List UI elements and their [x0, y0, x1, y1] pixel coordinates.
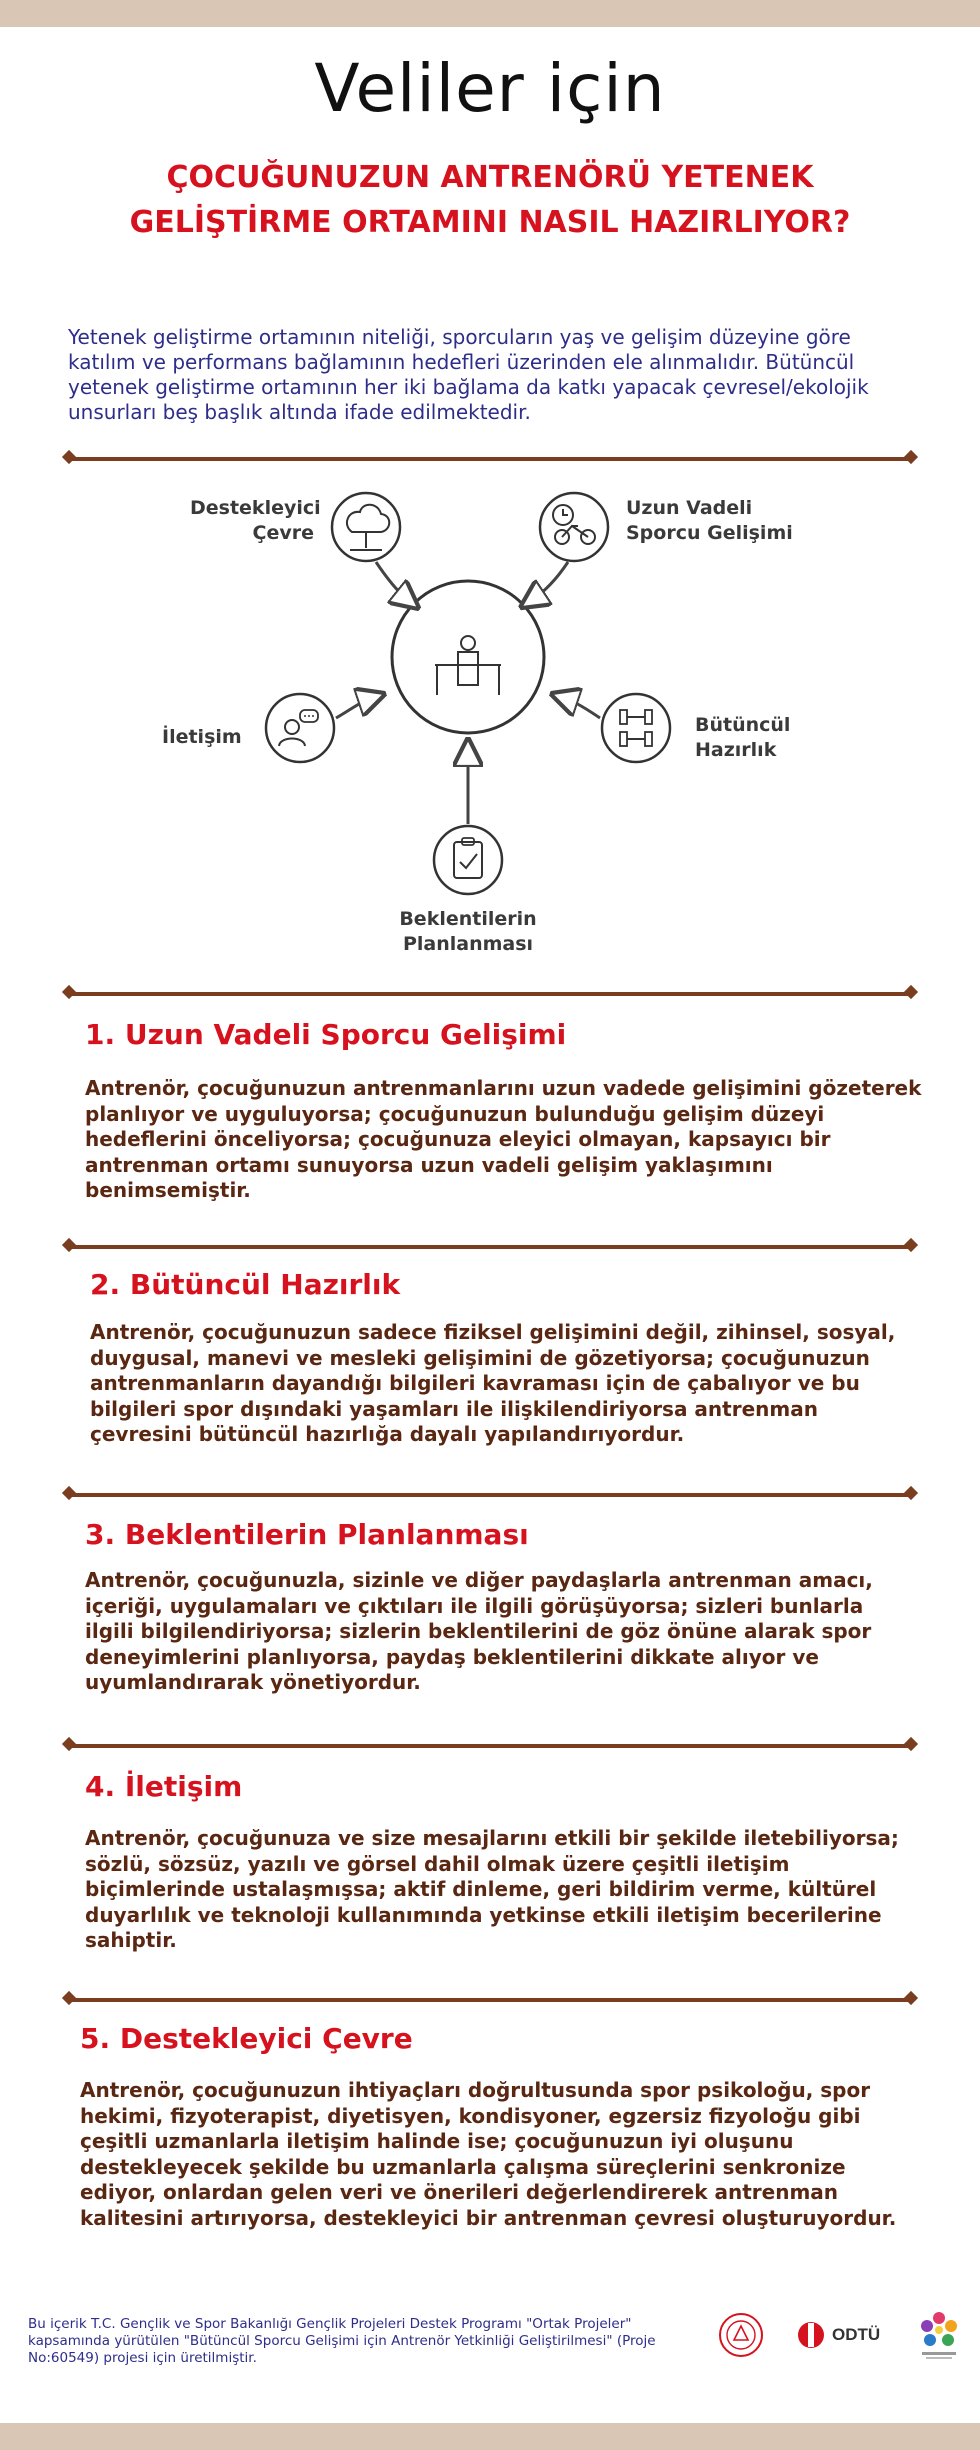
section-body-holistic: Antrenör, çocuğunuzun sadece fiziksel gelişimini değil, zihinsel, sosyal, duygusal, manevi ve mesleki gelişimini de gözetiyorsa; çocuğunuzun antrenmanların dayandığı bilgileri kavraması için de çabalıyor ve bu bilgileri spor dışındaki yaşamları ile ilişkilendiriyorsa antrenman çevresini bütüncül hazırlığa dayalı yapılandırıyordur. [90, 1320, 896, 1446]
label-line: Beklentilerin [399, 908, 537, 930]
section-title-communication: 4. İletişim [85, 1770, 243, 1803]
divider [70, 1245, 910, 1249]
dumbbell-icon [602, 694, 670, 762]
top-band [0, 0, 980, 27]
label-line: Destekleyici [190, 497, 321, 519]
bicycle-clock-icon [540, 493, 608, 561]
divider [70, 1998, 910, 2002]
label-line: Bütüncül [695, 714, 791, 736]
section-title-expectations: 3. Beklentilerin Planlanması [85, 1518, 529, 1551]
footer-credit: Bu içerik T.C. Gençlik ve Spor Bakanlığı Gençlik Projeleri Destek Programı "Ortak Projeler" kapsamında yürütülen "Bütüncül Sporcu Gelişimi için Antrenör Yetkinliği Geliştirilmesi" (Proje No:60549) projesi için üretilmiştir. [28, 2316, 656, 2366]
label-line: Hazırlık [695, 739, 777, 761]
label-line: Planlanması [402, 933, 534, 955]
label-long-term-development [626, 496, 793, 546]
section-body-expectations: Antrenör, çocuğunuzla, sizinle ve diğer paydaşlarla antrenman amacı, içeriği, uygulamaları ve çıktıları ile ilgili görüşüyorsa; sizleri bunlarla ilgili bilgilendiriyorsa; sizlerin beklentilerini de göz önüne alarak spor deneyimlerini planlıyorsa, paydaş beklentilerini dikkate alıyor ve uyumlandırarak yönetiyordur. [85, 1568, 873, 1694]
page-subtitle: ÇOCUĞUNUZUN ANTRENÖRÜ YETENEK GELİŞTİRME ORTAMINI NASIL HAZIRLIYOR? [129, 160, 851, 240]
section-title-holistic: 2. Bütüncül Hazırlık [90, 1268, 401, 1301]
label-supportive-environment [190, 496, 321, 546]
odtu-label: ODTÜ [832, 2325, 881, 2344]
clipboard-check-icon [434, 826, 502, 894]
divider [70, 992, 910, 996]
odtu-logo [796, 2320, 880, 2350]
divider [70, 1493, 910, 1497]
section-title-long-term: 1. Uzun Vadeli Sporcu Gelişimi [85, 1018, 567, 1051]
ministry-logo [718, 2312, 764, 2358]
odtu-emblem-icon [796, 2320, 826, 2350]
divider [70, 457, 910, 461]
label-line: Uzun Vadeli [626, 497, 753, 519]
divider [70, 1744, 910, 1748]
center-athlete-icon [392, 581, 544, 733]
environment-diagram [0, 470, 980, 970]
label-holistic-preparation [695, 713, 790, 763]
chat-person-icon [266, 694, 334, 762]
label-line: Sporcu Gelişimi [626, 522, 793, 544]
section-title-supportive: 5. Destekleyici Çevre [80, 2022, 413, 2055]
section-body-long-term: Antrenör, çocuğunuzun antrenmanlarını uzun vadede gelişimini gözeterek planlıyor ve uyguluyorsa; çocuğunuzun bulunduğu gelişim düzeyi hedeflerini önceliyorsa; çocuğunuza eleyici olmayan, kapsayıcı bir antrenman ortamı sunuyorsa uzun vadeli gelişim yaklaşımını benimsemiştir. [85, 1076, 922, 1202]
label-expectation-planning [388, 907, 548, 957]
diagram-graphics [0, 470, 980, 970]
project-logo [914, 2308, 964, 2362]
tree-icon [332, 493, 400, 561]
label-communication: İletişim [162, 726, 242, 748]
bottom-band [0, 2423, 980, 2450]
page-title: Veliler için [314, 50, 666, 127]
intro-paragraph: Yetenek geliştirme ortamının niteliği, sporcuların yaş ve gelişim düzeyine göre katılım ve performans bağlamının hedefleri üzerinden ele alınmalıdır. Bütüncül yetenek geliştirme ortamının her iki bağlama da katkı yapacak çevresel/ekolojik unsurları beş başlık altında ifade edilmektedir. [68, 325, 869, 424]
section-body-communication: Antrenör, çocuğunuza ve size mesajlarını etkili bir şekilde iletebiliyorsa; sözlü, sözsüz, yazılı ve görsel dahil olmak üzere çeşitli iletişim biçimlerinde ustalaşmışsa; aktif dinleme, geri bildirim verme, kültürel duyarlılık ve teknoloji kullanımında yetkinse etkili iletişim becerilerine sahiptir. [85, 1826, 899, 1952]
label-line: Çevre [252, 522, 314, 544]
section-body-supportive: Antrenör, çocuğunuzun ihtiyaçları doğrultusunda spor psikoloğu, spor hekimi, fizyoterapist, diyetisyen, kondisyoner, egzersiz fizyoloğu gibi çeşitli uzmanlarla iletişim halinde ise; çocuğunuzun iyi oluşunu destekleyecek şekilde bu uzmanlarla çalışma süreçlerini senkronize ediyor, onlardan gelen veri ve önerileri değerlendirerek antrenman kalitesini artırıyorsa, destekleyici bir antrenman çevresi oluşturuyordur. [80, 2078, 897, 2230]
